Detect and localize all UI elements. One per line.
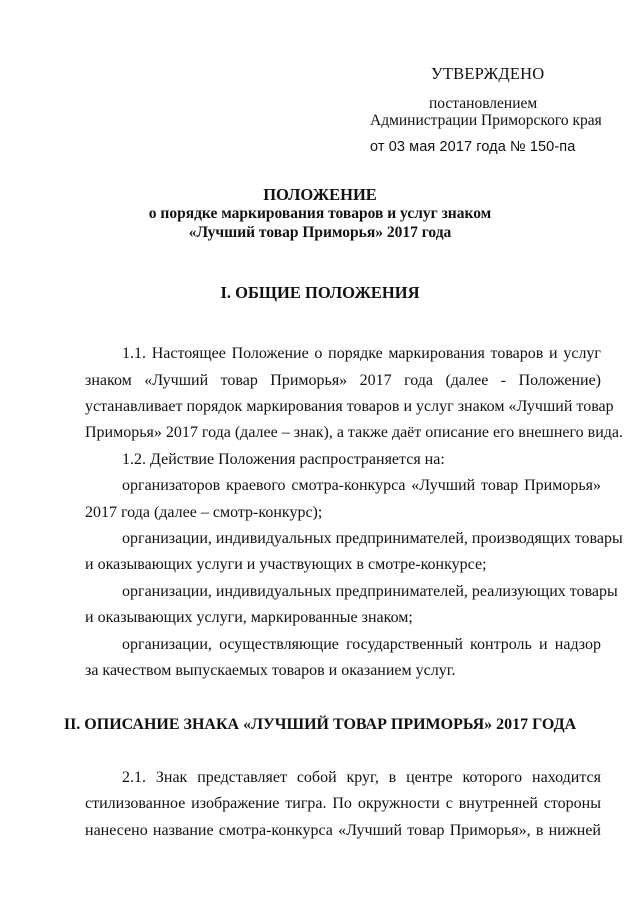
paragraph-line: 2.1. Знак представляет собой круг, в центре которого находится: [122, 769, 601, 786]
paragraph-line: 2017 года (далее – смотр-конкурс);: [85, 504, 323, 521]
paragraph-line: и оказывающих услуги, маркированные знаком;: [85, 609, 413, 626]
paragraph-line: за качеством выпускаемых товаров и оказанием услуг.: [85, 662, 456, 679]
paragraph-line: знаком «Лучший товар Приморья» 2017 года (далее - Положение): [85, 372, 601, 389]
paragraph-line: организации, осуществляющие государственный контроль и надзор: [122, 636, 601, 653]
paragraph-line: 1.2. Действие Положения распространяется на:: [122, 451, 445, 468]
paragraph-line: организаторов краевого смотра-конкурса «Лучший товар Приморья»: [122, 477, 601, 494]
approval-line-2: Администрации Приморского края: [370, 112, 602, 129]
approval-date-number: от 03 мая 2017 года № 150-па: [370, 139, 576, 155]
document-subtitle-line-2: «Лучший товар Приморья» 2017 года: [188, 224, 452, 241]
paragraph-line: Приморья» 2017 года (далее – знак), а также даёт описание его внешнего вида.: [85, 424, 624, 441]
section-1-heading: I. ОБЩИЕ ПОЛОЖЕНИЯ: [220, 283, 420, 302]
paragraph-line: организации, индивидуальных предпринимателей, реализующих товары: [122, 583, 618, 600]
paragraph-line: и оказывающих услуги и участвующих в смотре-конкурсе;: [85, 556, 487, 573]
document-title: ПОЛОЖЕНИЕ: [263, 185, 377, 204]
paragraph-line: устанавливает порядок маркирования товаров и услуг знаком «Лучший товар: [85, 398, 614, 415]
section-2-heading: II. ОПИСАНИЕ ЗНАКА «ЛУЧШИЙ ТОВАР ПРИМОРЬЯ» 2017 ГОДА: [63, 716, 577, 733]
paragraph-line: стилизованное изображение тигра. По окружности с внутренней стороны: [85, 795, 601, 812]
paragraph-line: организации, индивидуальных предпринимателей, производящих товары: [122, 530, 623, 547]
document-subtitle-line-1: о порядке маркирования товаров и услуг знаком: [148, 205, 492, 222]
approval-title: УТВЕРЖДЕНО: [431, 64, 545, 83]
paragraph-line: 1.1. Настоящее Положение о порядке маркирования товаров и услуг: [122, 345, 601, 362]
approval-line-1: постановлением: [429, 95, 538, 112]
paragraph-line: нанесено название смотра-конкурса «Лучший товар Приморья», в нижней: [85, 822, 601, 839]
